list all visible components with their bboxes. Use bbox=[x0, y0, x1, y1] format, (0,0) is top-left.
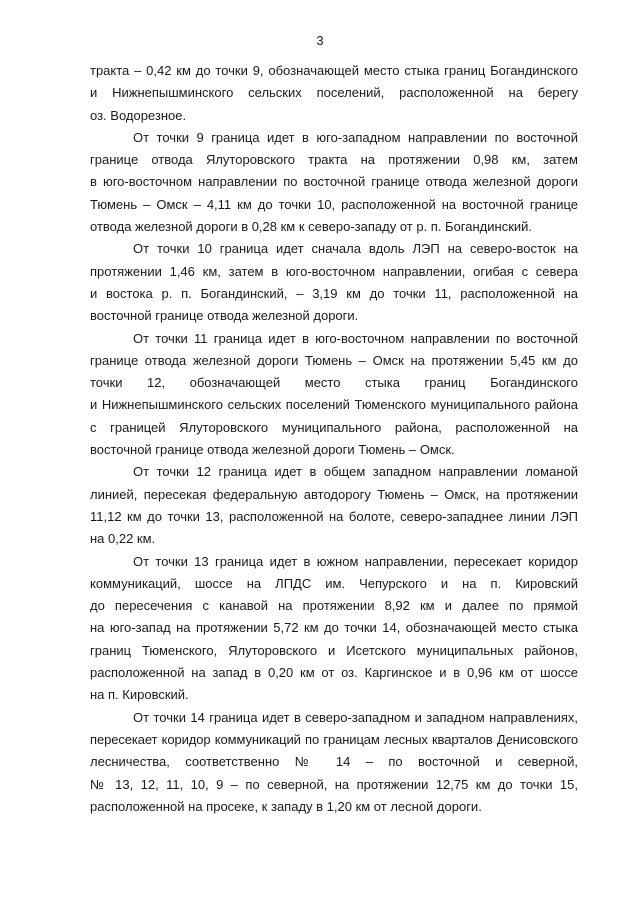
paragraph bbox=[90, 127, 578, 238]
text-line: линией, пересекая федеральную автодорогу Тюмень – Омск, на протяжении bbox=[90, 486, 578, 502]
paragraph bbox=[90, 707, 578, 818]
paragraph bbox=[90, 328, 578, 462]
text-line: пересекает коридор коммуникаций по границам лесных кварталов Денисовского bbox=[90, 731, 578, 747]
text-line: отвода железной дороги в 0,28 км к северо-западу от р. п. Богандинский. bbox=[90, 219, 533, 235]
paragraph bbox=[90, 551, 578, 707]
text-line: От точки 10 граница идет сначала вдоль ЛЭП на северо-восток на bbox=[133, 241, 578, 257]
text-line: От точки 11 граница идет в юго-восточном направлении по восточной bbox=[133, 330, 578, 346]
text-line: с границей Ялуторовского муниципального района, расположенной на bbox=[90, 419, 578, 435]
document-body bbox=[90, 60, 578, 818]
text-line: тракта – 0,42 км до точки 9, обозначающей место стыка границ Богандинского bbox=[90, 63, 578, 78]
text-line: точки 12, обозначающей место стыка границ Богандинского bbox=[90, 375, 578, 391]
text-line: От точки 9 граница идет в юго-западном направлении по восточной bbox=[133, 129, 578, 145]
paragraph bbox=[90, 238, 578, 327]
text-line: коммуникаций, шоссе на ЛПДС им. Чепурского и на п. Кировский bbox=[90, 575, 578, 591]
text-line: От точки 13 граница идет в южном направлении, пересекает коридор bbox=[133, 553, 578, 569]
text-line: границ Тюменского, Ялуторовского и Исетского муниципальных районов, bbox=[90, 642, 578, 658]
text-line: восточной границе отвода железной дороги. bbox=[90, 308, 359, 324]
text-line: От точки 14 граница идет в северо-западном и западном направлениях, bbox=[133, 709, 578, 725]
text-line: на п. Кировский. bbox=[90, 687, 189, 703]
text-line: на 0,22 км. bbox=[90, 531, 156, 547]
text-line: в юго-восточном направлении по восточной границе отвода железной дороги bbox=[90, 174, 578, 190]
text-line: границе отвода железной дороги Тюмень – Омск на протяжении 5,45 км до bbox=[90, 352, 578, 368]
text-line: протяжении 1,46 км, затем в юго-восточном направлении, огибая с севера bbox=[90, 263, 578, 279]
text-line: От точки 12 граница идет в общем западном направлении ломаной bbox=[133, 464, 578, 480]
text-line: 11,12 км до точки 13, расположенной на болоте, северо-западнее линии ЛЭП bbox=[90, 508, 578, 524]
paragraph bbox=[90, 461, 578, 550]
text-line: на юго-запад на протяжении 5,72 км до точки 14, обозначающей место стыка bbox=[90, 620, 578, 636]
text-line: и Нижнепышминского сельских поселений, расположенной на берегу bbox=[90, 85, 578, 101]
page-number: 3 bbox=[316, 33, 324, 48]
text-line: и востока р. п. Богандинский, – 3,19 км до точки 11, расположенной на bbox=[90, 285, 578, 301]
text-line: оз. Водорезное. bbox=[90, 107, 187, 123]
text-line: № 13, 12, 11, 10, 9 – по северной, на протяжении 12,75 км до точки 15, bbox=[90, 776, 578, 792]
text-line: восточной границе отвода железной дороги Тюмень – Омск. bbox=[90, 442, 455, 458]
paragraph bbox=[90, 60, 578, 127]
text-line: до пересечения с канавой на протяжении 8,92 км и далее по прямой bbox=[90, 598, 578, 614]
text-line: расположенной на запад в 0,20 км от оз. Каргинское и в 0,96 км от шоссе bbox=[90, 665, 578, 681]
text-line: границе отвода Ялуторовского тракта на протяжении 0,98 км, затем bbox=[90, 152, 578, 168]
text-line: Тюмень – Омск – 4,11 км до точки 10, расположенной на восточной границе bbox=[90, 196, 578, 212]
text-line: и Нижнепышминского сельских поселений Тюменского муниципального района bbox=[90, 397, 578, 413]
text-line: лесничества, соответственно № 14 – по восточной и северной, bbox=[90, 754, 578, 770]
text-line: расположенной на просеке, к западу в 1,20 км от лесной дороги. bbox=[90, 798, 482, 814]
